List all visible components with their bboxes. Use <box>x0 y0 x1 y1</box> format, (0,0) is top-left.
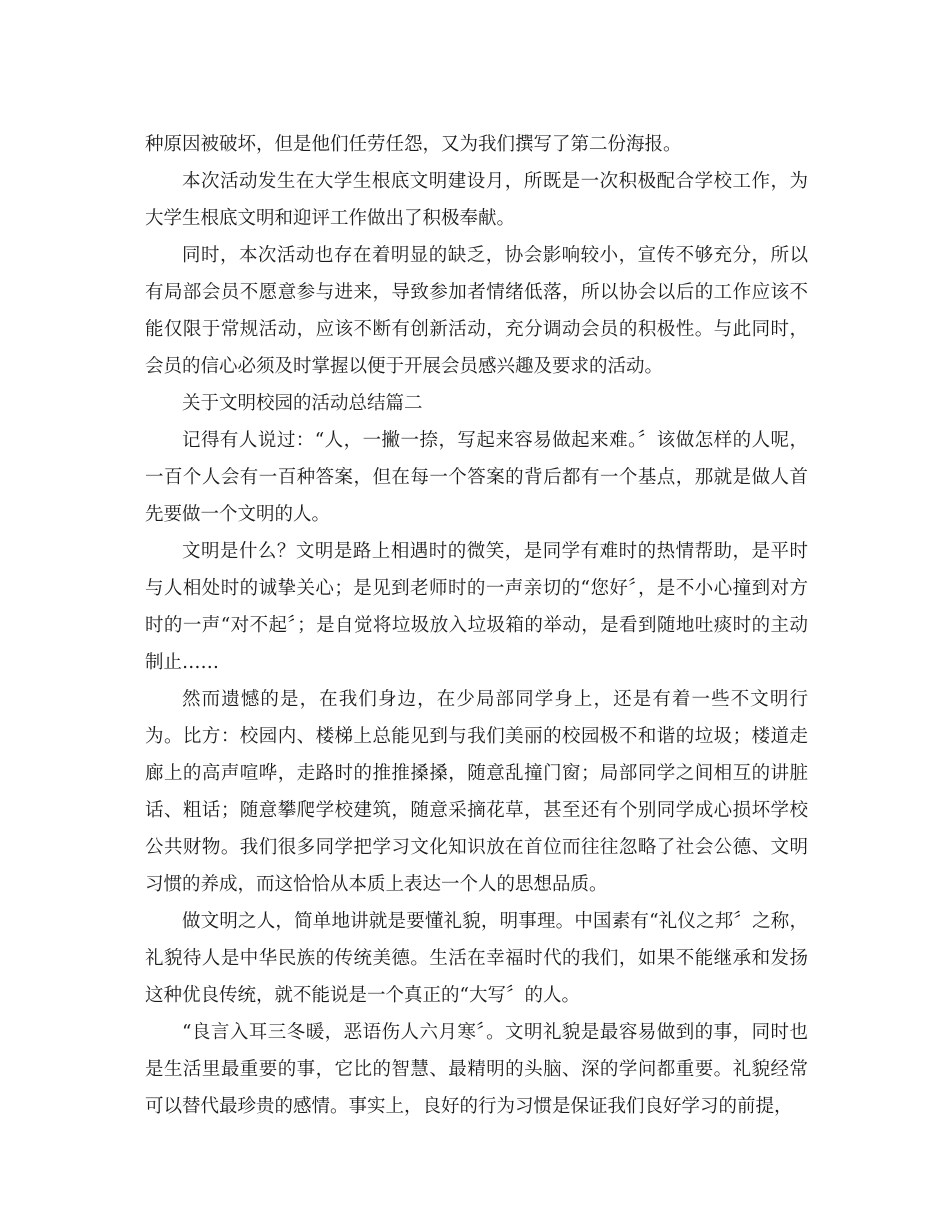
paragraph-8: 做文明之人，简单地讲就是要懂礼貌，明事理。中国素有“礼仪之邦〞之称，礼貌待人是中华民族的传统美德。生活在幸福时代的我们，如果不能继承和发扬这种优良传统，就不能说是一个真正的“大写〞的人。 <box>145 911 808 1006</box>
paragraph-9: “良言入耳三冬暖，恶语伤人六月寒〞。文明礼貌是最容易做到的事，同时也是生活里最重要的事，它比的智慧、最精明的头脑、深的学问都重要。礼貌经常可以替代最珍贵的感情。事实上，良好的行为习惯是保证我们良好学习的前提， <box>145 1022 808 1117</box>
paragraph-3: 同时，本次活动也存在着明显的缺乏，协会影响较小，宣传不够充分，所以有局部会员不愿意参与进来，导致参加者情绪低落，所以协会以后的工作应该不能仅限于常规活动，应该不断有创新活动，充分调动会员的积极性。与此同时，会员的信心必须及时掌握以便于开展会员感兴趣及要求的活动。 <box>145 245 808 377</box>
paragraph-7: 然而遗憾的是，在我们身边，在少局部同学身上，还是有着一些不文明行为。比方：校园内、楼梯上总能见到与我们美丽的校园极不和谐的垃圾；楼道走廊上的高声喧哗，走路时的推推搡搡，随意乱撞门窗；局部同学之间相互的讲脏话、粗话；随意攀爬学校建筑，随意采摘花草，甚至还有个别同学成心损坏学校公共财物。我们很多同学把学习文化知识放在首位而往往忽略了社会公德、文明习惯的养成，而这恰恰从本质上表达一个人的思想品质。 <box>145 689 808 895</box>
paragraph-1: 种原因被破坏，但是他们任劳任怨，又为我们撰写了第二份海报。 <box>145 134 682 155</box>
section-heading: 关于文明校园的活动总结篇二 <box>182 393 423 414</box>
document-body <box>145 126 808 1125</box>
paragraph-6: 文明是什么？文明是路上相遇时的微笑，是同学有难时的热情帮助，是平时与人相处时的诚挚关心；是见到老师时的一声亲切的“您好〞，是不小心撞到对方时的一声“对不起〞；是自觉将垃圾放入垃圾箱的举动，是看到随地吐痰时的主动制止…… <box>145 541 808 673</box>
paragraph-5: 记得有人说过：“人，一撇一捺，写起来容易做起来难。〞该做怎样的人呢，一百个人会有一百种答案，但在每一个答案的背后都有一个基点，那就是做人首先要做一个文明的人。 <box>145 430 808 525</box>
paragraph-2: 本次活动发生在大学生根底文明建设月，所既是一次积极配合学校工作，为大学生根底文明和迎评工作做出了积极奉献。 <box>145 171 808 229</box>
